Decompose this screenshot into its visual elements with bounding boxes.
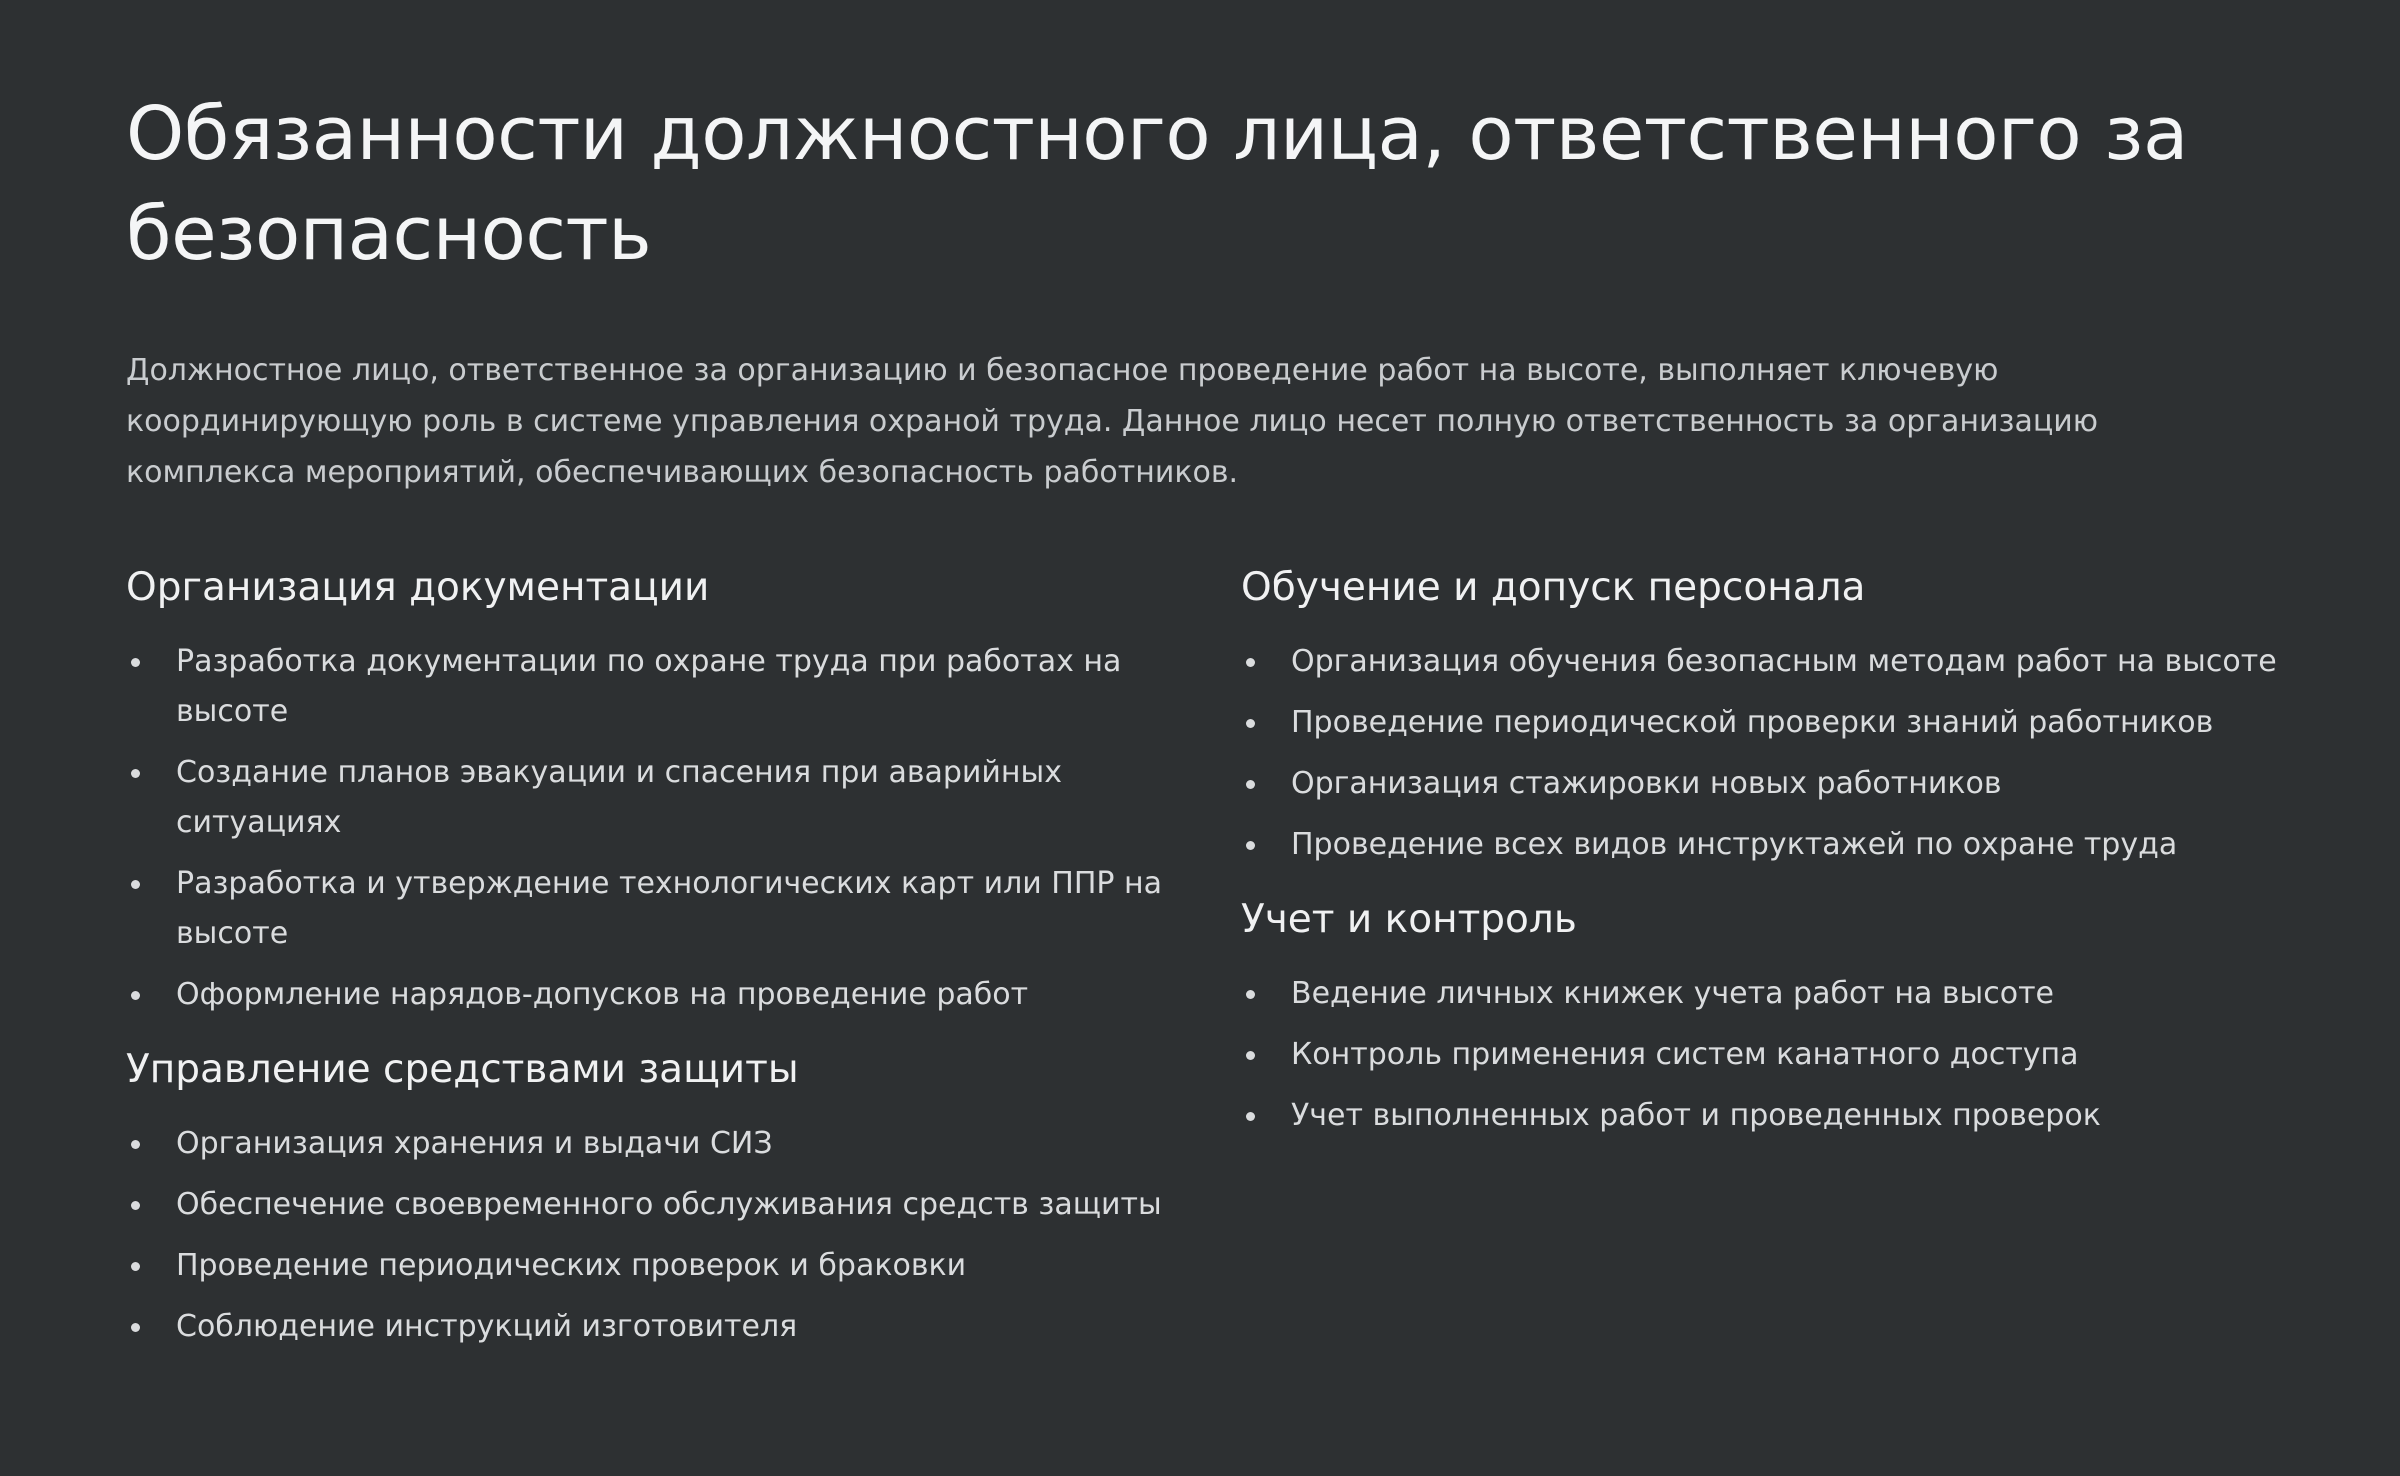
list-item: [1241, 969, 2321, 1019]
list-item-text: Организация обучения безопасным методам работ на высоте: [1291, 644, 2277, 679]
section-training: [1241, 556, 2321, 870]
left-column: [126, 556, 1206, 1370]
list-item-text: Проведение периодической проверки знаний работников: [1291, 705, 2214, 740]
list-item-text: Ведение личных книжек учета работ на высоте: [1291, 976, 2055, 1011]
list-item: [126, 637, 1206, 737]
bullet-icon: [131, 1323, 140, 1332]
intro-paragraph: Должностное лицо, ответственное за организацию и безопасное проведение работ на высоте, выполняет ключевую координирующую роль в системе управления охраной труда. Данное лицо несет полную ответственность за организацию комплекса мероприятий, обеспечивающих безопасность работников.: [126, 353, 2099, 490]
section-title-training: Обучение и допуск персонала: [1241, 565, 1866, 610]
bullet-icon: [131, 1140, 140, 1149]
bullet-icon: [131, 880, 140, 889]
list-item: [1241, 637, 2321, 687]
bullet-icon: [1246, 780, 1255, 789]
training-list: [1241, 637, 2321, 870]
list-item-text: Контроль применения систем канатного доступа: [1291, 1037, 2079, 1072]
list-item: [1241, 1030, 2321, 1080]
bullet-icon: [131, 658, 140, 667]
list-item: [1241, 820, 2321, 870]
list-item: [126, 1241, 1206, 1291]
list-item-text: Разработка документации по охране труда при работах на высоте: [176, 644, 1122, 729]
list-item: [126, 1302, 1206, 1352]
section-title-protection: Управление средствами защиты: [126, 1047, 799, 1092]
section-control: [1241, 888, 2321, 1141]
list-item: [1241, 759, 2321, 809]
list-item-text: Проведение периодических проверок и браковки: [176, 1248, 967, 1283]
list-item-text: Оформление нарядов-допусков на проведение работ: [176, 977, 1029, 1012]
section-title-control: Учет и контроль: [1241, 897, 1577, 942]
list-item-text: Создание планов эвакуации и спасения при аварийных ситуациях: [176, 755, 1062, 840]
list-item-text: Разработка и утверждение технологических карт или ППР на высоте: [176, 866, 1163, 951]
bullet-icon: [1246, 719, 1255, 728]
section-documentation: [126, 556, 1206, 1020]
bullet-icon: [131, 769, 140, 778]
section-title-documentation: Организация документации: [126, 565, 710, 610]
bullet-icon: [131, 991, 140, 1000]
control-list: [1241, 969, 2321, 1141]
list-item: [1241, 1091, 2321, 1141]
list-item-text: Соблюдение инструкций изготовителя: [176, 1309, 798, 1344]
list-item: [126, 970, 1206, 1020]
documentation-list: [126, 637, 1206, 1020]
bullet-icon: [1246, 990, 1255, 999]
page-title: Обязанности должностного лица, ответственного за безопасность: [126, 91, 2188, 277]
list-item-text: Организация стажировки новых работников: [1291, 766, 2002, 801]
list-item: [126, 1119, 1206, 1169]
bullet-icon: [1246, 658, 1255, 667]
bullet-icon: [1246, 1112, 1255, 1121]
list-item: [1241, 698, 2321, 748]
section-protection: [126, 1038, 1206, 1352]
list-item-text: Проведение всех видов инструктажей по охране труда: [1291, 827, 2178, 862]
list-item: [126, 1180, 1206, 1230]
bullet-icon: [1246, 841, 1255, 850]
list-item-text: Учет выполненных работ и проведенных проверок: [1291, 1098, 2101, 1133]
list-item: [126, 859, 1206, 959]
right-column: [1241, 556, 2321, 1159]
list-item-text: Организация хранения и выдачи СИЗ: [176, 1126, 773, 1161]
bullet-icon: [131, 1262, 140, 1271]
protection-list: [126, 1119, 1206, 1352]
bullet-icon: [1246, 1051, 1255, 1060]
bullet-icon: [131, 1201, 140, 1210]
list-item-text: Обеспечение своевременного обслуживания средств защиты: [176, 1187, 1162, 1222]
list-item: [126, 748, 1206, 848]
